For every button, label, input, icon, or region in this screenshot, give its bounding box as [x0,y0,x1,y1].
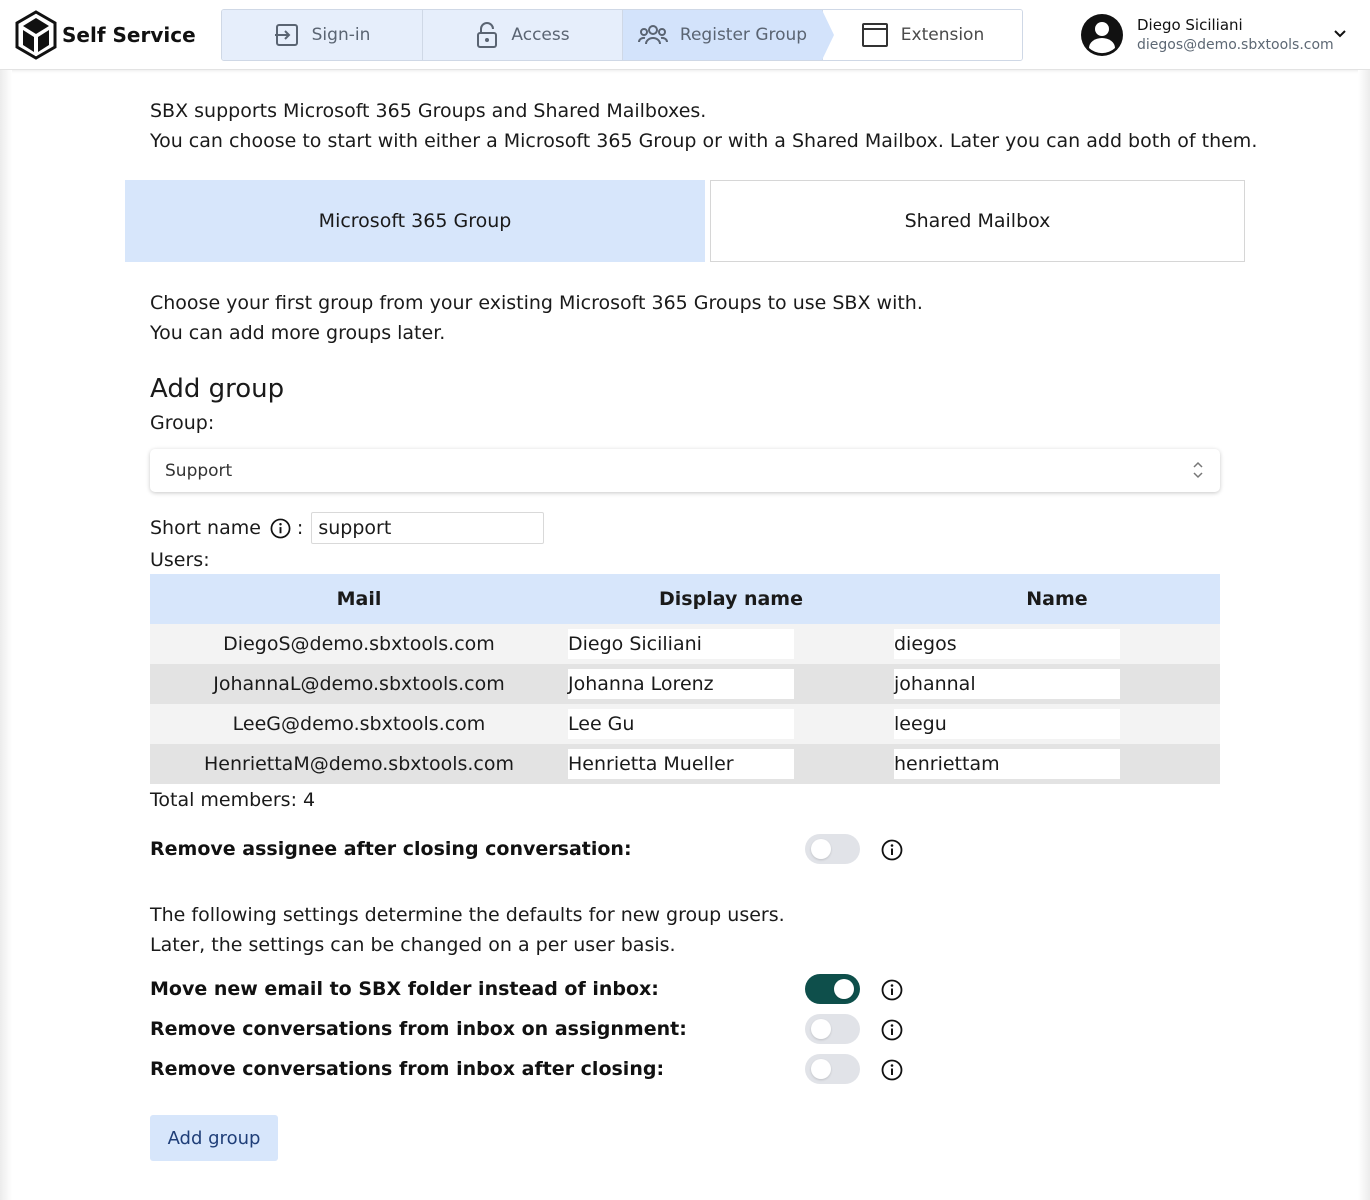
table-row [150,664,1220,704]
remove-on-close-toggle[interactable] [805,1054,860,1084]
tab-microsoft-365-group[interactable]: Microsoft 365 Group [125,180,705,262]
left-edge-shade [0,70,12,1200]
brand-title: Self Service [62,23,196,47]
users-table [150,574,1220,784]
info-icon[interactable] [881,1019,903,1041]
defaults-line-1: The following settings determine the defaults for new group users. [150,904,785,926]
group-select[interactable] [150,449,1220,492]
info-icon[interactable] [881,839,903,861]
display-name-input[interactable]: Diego Siciliani [568,629,794,659]
name-input[interactable]: diegos [894,629,1120,659]
intro-line-2: You can choose to start with either a Microsoft 365 Group or with a Shared Mailbox. Later you can add both of them. [150,130,1258,152]
user-email: diegos@demo.sbxtools.com [1137,37,1334,53]
column-header-mail: Mail [150,574,568,624]
move-email-toggle[interactable] [805,974,860,1004]
user-mail-cell: JohannaL@demo.sbxtools.com [150,664,568,704]
avatar-icon [1080,13,1124,57]
move-email-label: Move new email to SBX folder instead of inbox: [150,978,659,1000]
window-icon [861,22,889,48]
choose-line-1: Choose your first group from your existing Microsoft 365 Groups to use SBX with. [150,292,923,314]
group-label: Group: [150,412,215,434]
brand[interactable] [14,10,196,60]
name-input[interactable]: leegu [894,709,1120,739]
name-input[interactable]: henriettam [894,749,1120,779]
info-icon[interactable] [270,518,291,539]
info-icon[interactable] [881,979,903,1001]
step-extension[interactable] [822,10,1022,60]
wizard-steps [221,9,1023,61]
group-select-value: Support [165,460,233,481]
tab-shared-mailbox[interactable]: Shared Mailbox [710,180,1245,262]
remove-on-assign-toggle[interactable] [805,1014,860,1044]
toggle-knob [834,979,854,999]
short-name-colon: : [296,517,304,539]
step-sign-in[interactable] [222,10,422,60]
user-mail-cell: LeeG@demo.sbxtools.com [150,704,568,744]
user-mail-cell: HenriettaM@demo.sbxtools.com [150,744,568,784]
right-edge-shade [1358,70,1370,1200]
defaults-line-2: Later, the settings can be changed on a per user basis. [150,934,676,956]
people-icon [638,24,668,46]
sbx-logo-icon [14,10,58,60]
lock-icon [475,21,499,49]
table-header-row [150,574,1220,624]
step-arrow [822,10,834,60]
updown-icon [1192,458,1204,482]
display-name-input[interactable]: Johanna Lorenz [568,669,794,699]
remove-on-assign-label: Remove conversations from inbox on assignment: [150,1018,687,1040]
user-menu[interactable] [1080,12,1334,58]
remove-assignee-toggle[interactable] [805,834,860,864]
intro-line-1: SBX supports Microsoft 365 Groups and Shared Mailboxes. [150,100,707,122]
choose-line-2: You can add more groups later. [150,322,446,344]
column-header-name: Name [894,574,1220,624]
top-bar [0,0,1370,70]
short-name-input[interactable]: support [311,512,544,544]
toggle-knob [811,839,831,859]
table-row [150,624,1220,664]
table-row [150,744,1220,784]
remove-on-close-label: Remove conversations from inbox after closing: [150,1058,665,1080]
short-name-row [150,512,544,544]
step-label: Register Group [679,25,808,45]
step-register-group[interactable] [622,10,822,60]
sign-in-icon [274,22,300,48]
chevron-down-icon[interactable] [1332,26,1348,42]
step-label: Extension [900,25,985,45]
step-access[interactable] [422,10,622,60]
user-mail-cell: DiegoS@demo.sbxtools.com [150,624,568,664]
table-row [150,704,1220,744]
short-name-label: Short name [150,517,261,539]
type-tabs [125,180,1245,262]
step-label: Sign-in [311,25,371,45]
remove-assignee-label: Remove assignee after closing conversation: [150,838,632,860]
name-input[interactable]: johannal [894,669,1120,699]
display-name-input[interactable]: Henrietta Mueller [568,749,794,779]
users-label: Users: [150,549,210,571]
info-icon[interactable] [881,1059,903,1081]
column-header-display-name: Display name [568,574,894,624]
user-name: Diego Siciliani [1137,16,1243,34]
display-name-input[interactable]: Lee Gu [568,709,794,739]
toggle-knob [811,1019,831,1039]
page-title: Add group [150,374,285,404]
total-members: Total members: 4 [150,789,316,811]
step-label: Access [511,25,570,45]
add-group-button[interactable]: Add group [150,1115,278,1161]
toggle-knob [811,1059,831,1079]
